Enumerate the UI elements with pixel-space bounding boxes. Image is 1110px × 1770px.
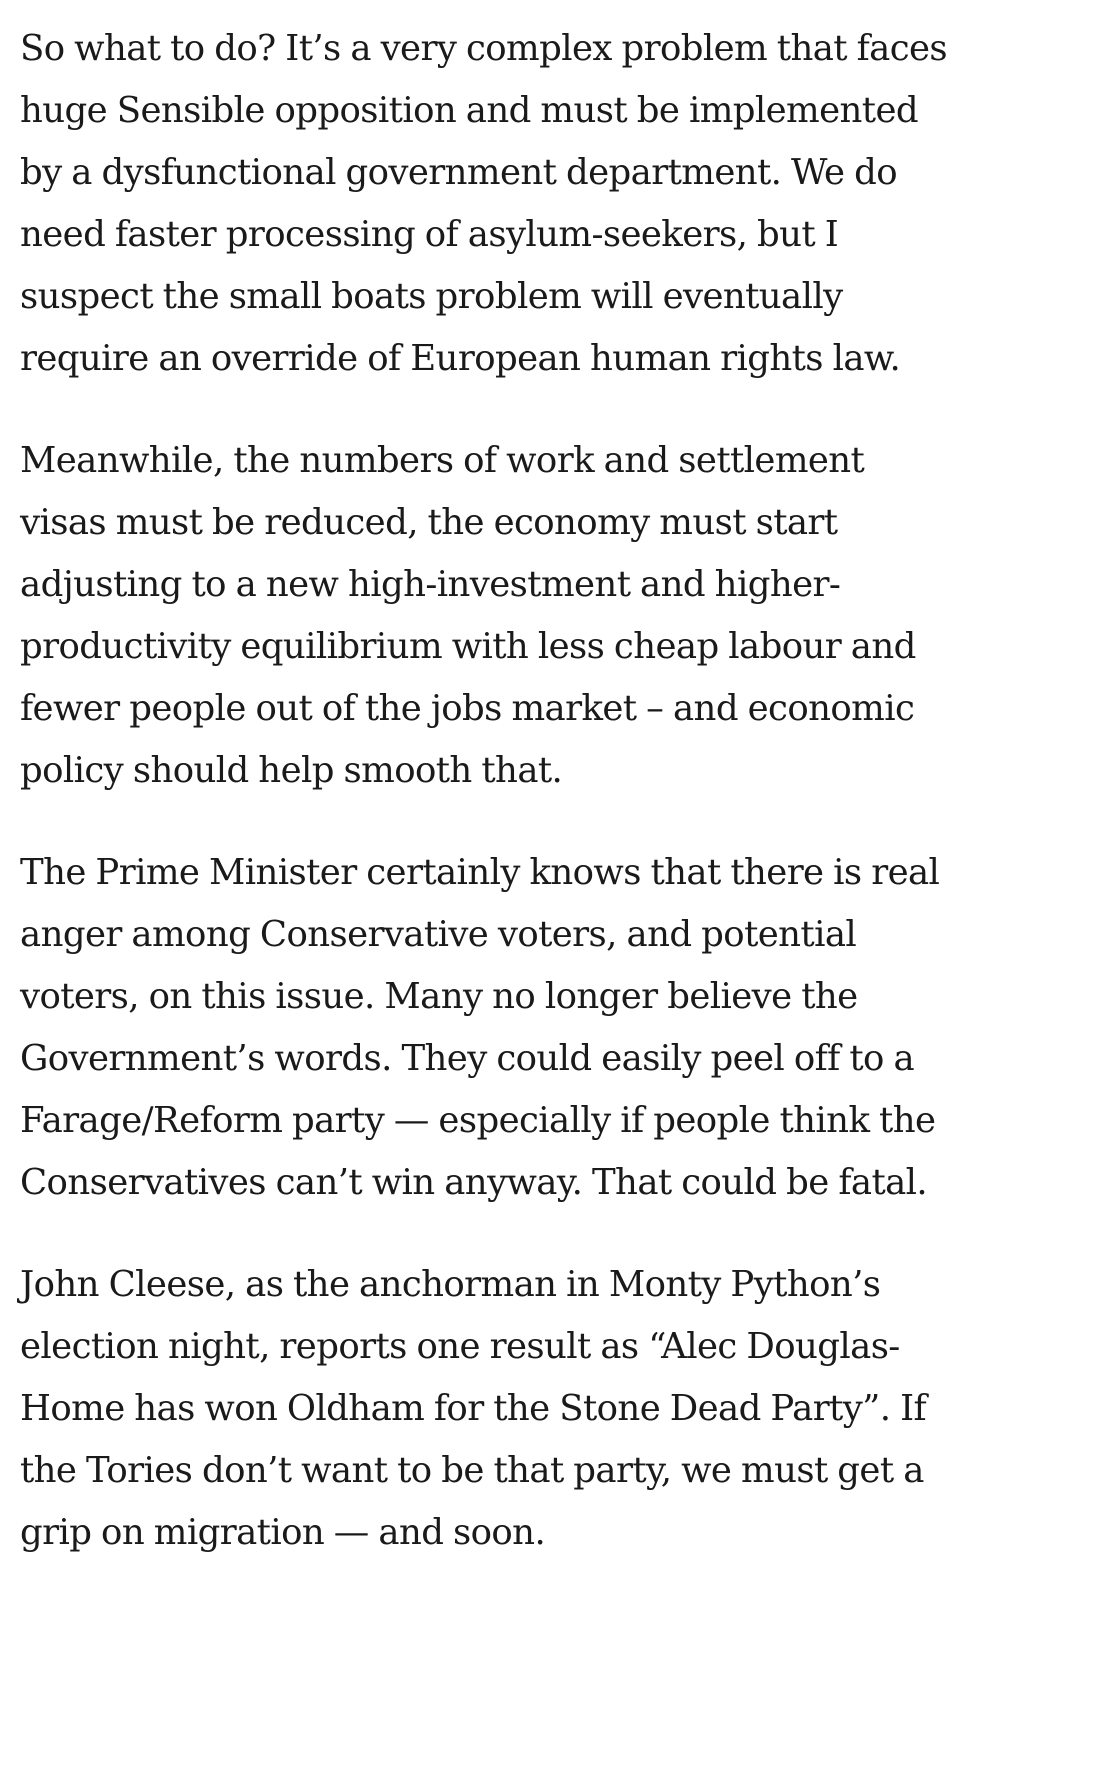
text-line: Farage/Reform party — especially if people think the [20, 1100, 936, 1141]
paragraph-1 [20, 18, 1100, 390]
text-line: huge Sensible opposition and must be implemented [20, 90, 918, 131]
text-line: visas must be reduced, the economy must start [20, 502, 838, 543]
text-line: Meanwhile, the numbers of work and settlement [20, 440, 865, 481]
text-line: The Prime Minister certainly knows that there is real [20, 852, 940, 893]
article-body [20, 18, 1100, 1604]
text-line: election night, reports one result as “Alec Douglas- [20, 1326, 900, 1367]
text-line: policy should help smooth that. [20, 750, 563, 791]
paragraph-3 [20, 842, 1100, 1214]
text-line: the Tories don’t want to be that party, we must get a [20, 1450, 924, 1491]
text-line: adjusting to a new high-investment and higher- [20, 564, 841, 605]
text-line: fewer people out of the jobs market – and economic [20, 688, 915, 729]
text-line: by a dysfunctional government department. We do [20, 152, 898, 193]
text-line: voters, on this issue. Many no longer believe the [20, 976, 858, 1017]
text-line: So what to do? It’s a very complex problem that faces [20, 28, 948, 69]
paragraph-4 [20, 1254, 1100, 1564]
paragraph-2 [20, 430, 1100, 802]
text-line: John Cleese, as the anchorman in Monty Python’s [20, 1264, 881, 1305]
text-line: Conservatives can’t win anyway. That could be fatal. [20, 1162, 928, 1203]
text-line: require an override of European human rights law. [20, 338, 901, 379]
text-line: anger among Conservative voters, and potential [20, 914, 857, 955]
text-line: Government’s words. They could easily peel off to a [20, 1038, 915, 1079]
text-line: grip on migration — and soon. [20, 1512, 546, 1553]
text-line: Home has won Oldham for the Stone Dead Party”. If [20, 1388, 927, 1429]
text-line: suspect the small boats problem will eventually [20, 276, 843, 317]
text-line: need faster processing of asylum-seekers, but I [20, 214, 839, 255]
text-line: productivity equilibrium with less cheap labour and [20, 626, 916, 667]
